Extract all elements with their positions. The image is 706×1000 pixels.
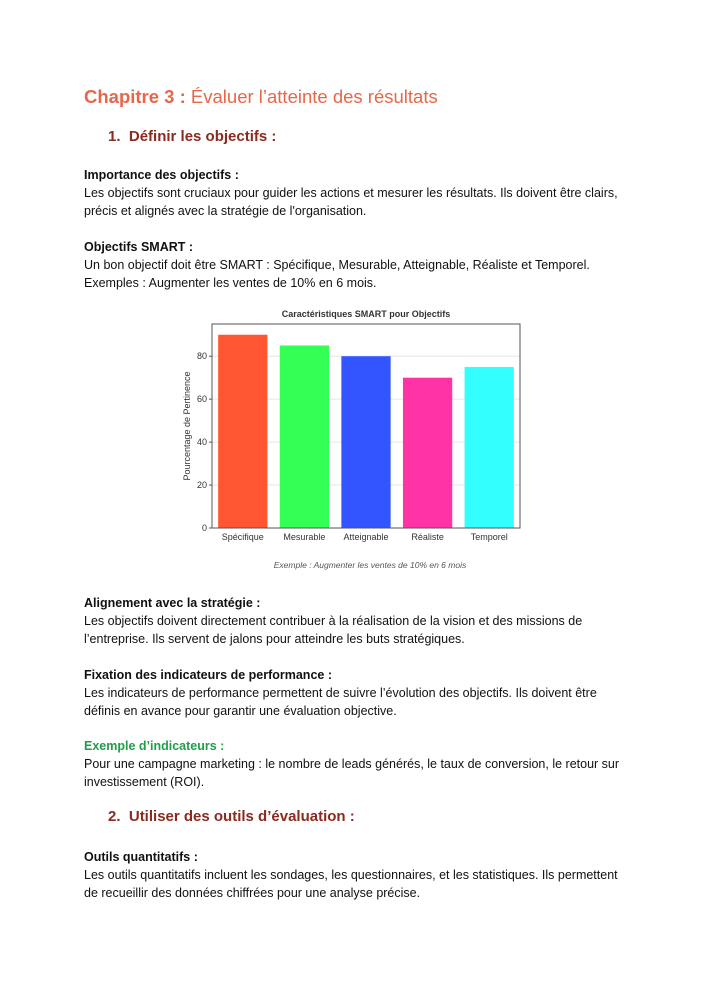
chart-svg bbox=[180, 306, 532, 576]
smart-bar-chart bbox=[180, 306, 532, 576]
y-tick-label: 80 bbox=[196, 351, 207, 362]
section-number: 2. bbox=[108, 808, 121, 825]
paragraph-importance bbox=[84, 166, 624, 220]
paragraph-label: Fixation des indicateurs de performance : bbox=[84, 668, 332, 682]
paragraph-text: Les indicateurs de performance permettent de suivre l’évolution des objectifs. Ils doivent être définis en avance pour garantir une évaluation objective. bbox=[84, 686, 597, 718]
paragraph-smart bbox=[84, 238, 624, 292]
bar-spécifique bbox=[218, 335, 267, 528]
section-heading-2 bbox=[84, 806, 648, 828]
paragraph-indicateurs bbox=[84, 666, 624, 720]
bar-mesurable bbox=[280, 345, 329, 528]
example-label: Exemple d’indicateurs : bbox=[84, 739, 225, 753]
y-axis-label: Pourcentage de Pertinence bbox=[182, 371, 192, 481]
paragraph-text: Les outils quantitatifs incluent les sondages, les questionnaires, et les statistiques. Ils permettent de recueillir des données chiffrées pour une analyse précise. bbox=[84, 868, 618, 900]
chart-caption: Exemple : Augmenter les ventes de 10% en 6 mois bbox=[273, 560, 467, 570]
paragraph-text: Les objectifs sont cruciaux pour guider les actions et mesurer les résultats. Ils doivent être clairs, précis et alignés avec la stratégie de l'organisation. bbox=[84, 186, 618, 218]
paragraph-text: Les objectifs doivent directement contribuer à la réalisation de la vision et des missions de l’entreprise. Ils servent de jalons pour atteindre les buts stratégiques. bbox=[84, 614, 583, 646]
y-tick-label: 0 bbox=[201, 523, 207, 533]
x-tick-label: Temporel bbox=[470, 532, 508, 542]
x-tick-label: Atteignable bbox=[343, 532, 389, 542]
section-title: Utiliser des outils d’évaluation : bbox=[128, 808, 355, 825]
chapter-title bbox=[84, 84, 624, 110]
paragraph-label: Objectifs SMART : bbox=[84, 240, 194, 254]
paragraph-text: Un bon objectif doit être SMART : Spécifique, Mesurable, Atteignable, Réaliste et Temporel. Exemples : Augmenter les ventes de 10% en 6 mois. bbox=[84, 258, 590, 290]
section-heading-1 bbox=[84, 126, 648, 148]
paragraph-exemple bbox=[84, 737, 624, 791]
paragraph-text: Pour une campagne marketing : le nombre de leads générés, le taux de conversion, le retour sur investissement (ROI). bbox=[84, 757, 620, 789]
bar-temporel bbox=[465, 367, 514, 528]
section-title: Définir les objectifs : bbox=[128, 128, 277, 145]
x-tick-label: Réaliste bbox=[411, 532, 444, 542]
bar-réaliste bbox=[403, 378, 452, 528]
paragraph-label: Outils quantitatifs : bbox=[84, 850, 198, 864]
y-tick-label: 20 bbox=[196, 480, 207, 491]
paragraph-quantitatifs bbox=[84, 848, 624, 902]
y-tick-label: 40 bbox=[196, 437, 207, 448]
chart-title: Caractéristiques SMART pour Objectifs bbox=[281, 309, 451, 319]
paragraph-label: Alignement avec la stratégie : bbox=[84, 596, 261, 610]
paragraph-alignement bbox=[84, 594, 624, 648]
chapter-name: Évaluer l’atteinte des résultats bbox=[185, 86, 438, 107]
chapter-number: Chapitre 3 : bbox=[84, 86, 186, 107]
section-number: 1. bbox=[108, 128, 121, 145]
paragraph-label: Importance des objectifs : bbox=[84, 168, 239, 182]
y-tick-label: 60 bbox=[196, 394, 207, 405]
bar-atteignable bbox=[341, 356, 390, 528]
x-tick-label: Mesurable bbox=[283, 532, 326, 542]
x-tick-label: Spécifique bbox=[221, 532, 264, 542]
